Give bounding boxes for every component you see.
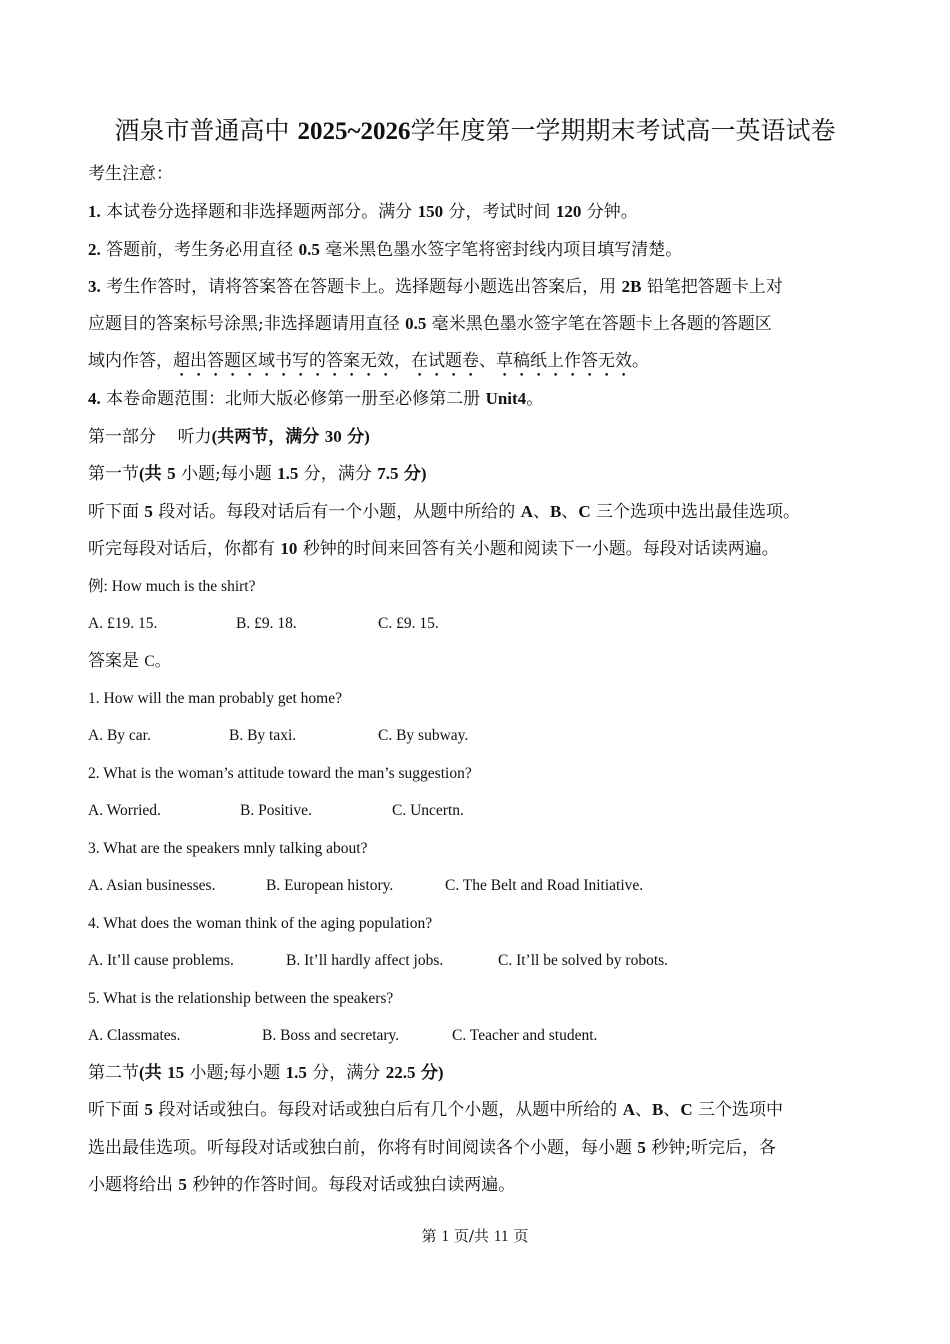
section-1-heading: 第一节(共 5 小题;每小题 1.5 分，满分 7.5 分) (88, 464, 427, 484)
notice-item-3-line-2: 应题目的答案标号涂黑;非选择题请用直径 0.5 毫米黑色墨水签字笔在答题卡上各题的答题区 (88, 314, 772, 334)
question-3: 3. What are the speakers mnly talking about? (88, 840, 368, 857)
question-3-option-b: B. European history. (266, 877, 394, 894)
page-title (0, 114, 950, 149)
title-prefix: 酒泉市普通高中 (114, 116, 290, 145)
question-5: 5. What is the relationship between the speakers? (88, 990, 394, 1007)
notice-item-3: 3. 考生作答时，请将答案答在答题卡上。选择题每小题选出答案后，用 2B 铅笔把答题卡上对 (88, 277, 783, 297)
question-5-option-b: B. Boss and secretary. (262, 1027, 400, 1044)
section-2-instruction-line-2: 选出最佳选项。听每段对话或独白前，你将有时间阅读各个小题，每小题 5 秒钟;听完后，各 (88, 1138, 777, 1158)
question-2-option-a: A. Worried. (88, 802, 161, 819)
notice-item-4: 4. 本卷命题范围：北师大版必修第一册至必修第二册 Unit4。 (88, 389, 544, 409)
example-option-c: C. £9. 15. (378, 615, 439, 632)
notice-item-2: 2. 答题前，考生务必用直径 0.5 毫米黑色墨水签字笔将密封线内项目填写清楚。 (88, 240, 683, 260)
title-suffix: 学年度第一学期期末考试高一英语试卷 (410, 116, 836, 145)
title-years: 2025~2026 (297, 118, 411, 145)
question-2-option-c: C. Uncertn. (392, 802, 464, 819)
section-2-instruction-line-3: 小题将给出 5 秒钟的作答时间。每段对话或独白读两遍。 (88, 1175, 516, 1195)
question-4: 4. What does the woman think of the aging population? (88, 915, 433, 932)
question-3-option-c: C. The Belt and Road Initiative. (445, 877, 644, 894)
question-4-option-c: C. It’ll be solved by robots. (498, 952, 669, 969)
section-2-heading: 第二节(共 15 小题;每小题 1.5 分，满分 22.5 分) (88, 1063, 444, 1083)
page-footer: 第 1 页/共 11 页 (421, 1227, 529, 1245)
example-question: 例: How much is the shirt? (88, 578, 256, 595)
section-2-instruction-line-1: 听下面 5 段对话或独白。每段对话或独白后有几个小题，从题中所给的 A、B、C 三个选项中 (88, 1100, 784, 1120)
question-1-option-c: C. By subway. (378, 727, 469, 744)
question-5-option-a: A. Classmates. (88, 1027, 181, 1044)
notice-heading: 考生注意： (88, 164, 173, 184)
question-1-option-b: B. By taxi. (229, 727, 297, 744)
section-1-instruction-line-1: 听下面 5 段对话。每段对话后有一个小题，从题中所给的 A、B、C 三个选项中选出最佳选项。 (88, 502, 801, 522)
question-4-option-a: A. It’ll cause problems. (88, 952, 234, 969)
question-4-option-b: B. It’ll hardly affect jobs. (286, 952, 444, 969)
example-option-b: B. £9. 18. (236, 615, 297, 632)
example-option-a: A. £19. 15. (88, 615, 158, 632)
section-1-instruction-line-2: 听完每段对话后，你都有 10 秒钟的时间来回答有关小题和阅读下一小题。每段对话读两遍。 (88, 539, 779, 559)
question-2-option-b: B. Positive. (240, 802, 312, 819)
notice-item-1: 1. 本试卷分选择题和非选择题两部分。满分 150 分，考试时间 120 分钟。 (88, 202, 638, 222)
part-1-heading: 第一部分 听力(共两节，满分 30 分) (88, 427, 370, 447)
question-1: 1. How will the man probably get home? (88, 690, 342, 707)
notice-item-3-line-3: 域内作答，超出答题区域书写的答案无效，在试题卷、草稿纸上作答无效。 (88, 351, 649, 371)
emphasis-text-1: 超出答题区域书写的答案无效 (173, 351, 394, 371)
emphasis-text-2: 在试题卷、草稿纸上作答无效 (411, 351, 632, 371)
example-answer: 答案是 C。 (88, 651, 171, 671)
question-5-option-c: C. Teacher and student. (452, 1027, 598, 1044)
question-3-option-a: A. Asian businesses. (88, 877, 216, 894)
question-1-option-a: A. By car. (88, 727, 151, 744)
question-2: 2. What is the woman’s attitude toward the man’s suggestion? (88, 765, 472, 782)
